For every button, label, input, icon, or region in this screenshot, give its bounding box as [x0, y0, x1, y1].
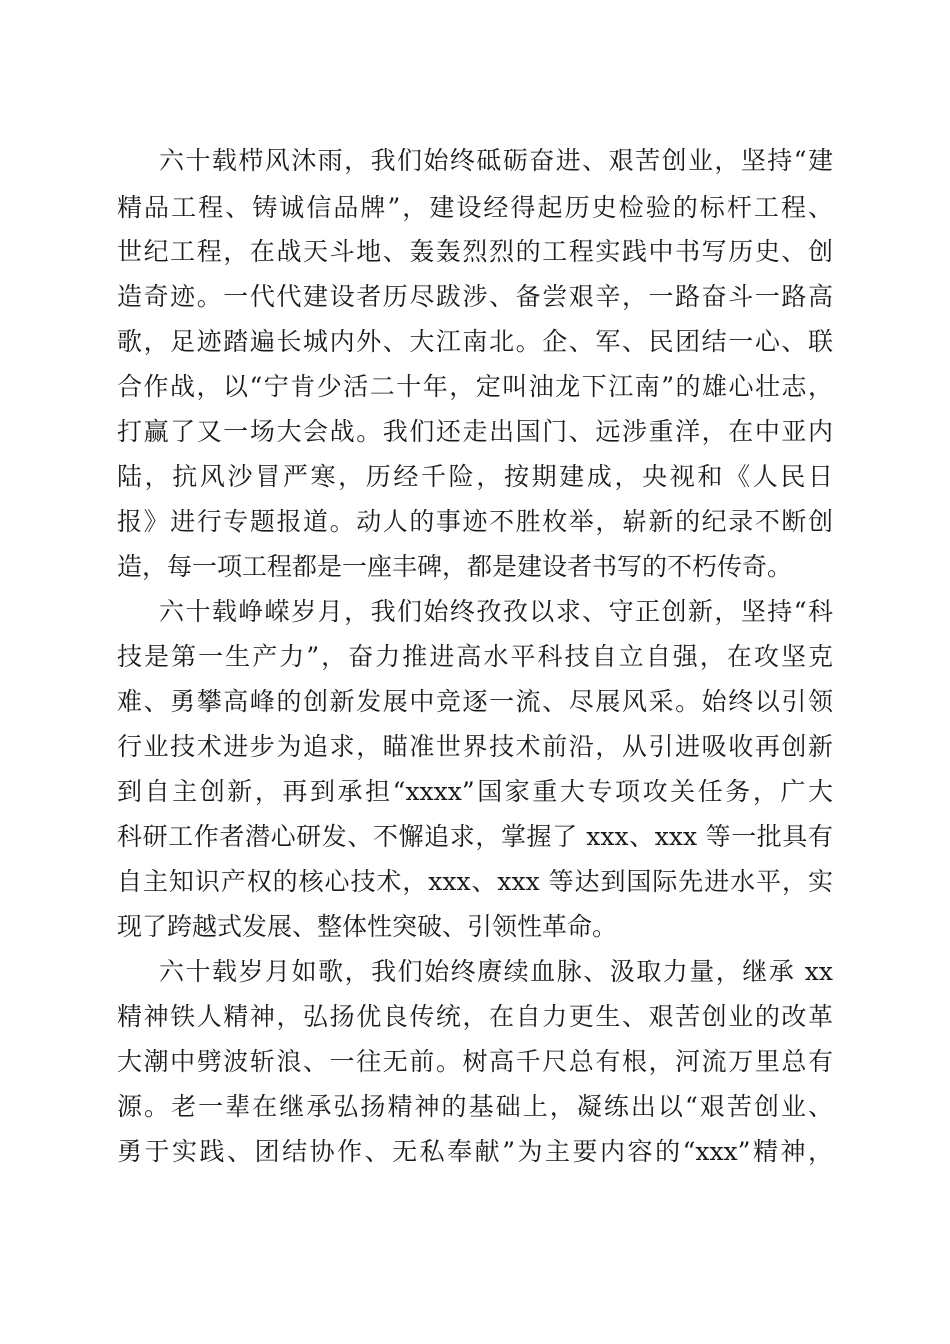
paragraph-1-line-3: 世纪工程，在战天斗地、轰轰烈烈的工程实践中书写历史、创 [117, 237, 833, 266]
paragraph-2-line-5: 到自主创新，再到承担“xxxx”国家重大专项攻关任务，广大 [117, 777, 833, 806]
paragraph-1-line-2: 精品工程、铸诚信品牌”，建设经得起历史检验的标杆工程、 [117, 193, 833, 222]
paragraph-3-line-5: 勇于实践、团结协作、无私奉献”为主要内容的“xxx”精神， [117, 1137, 833, 1166]
paragraph-2-line-6: 科研工作者潜心研发、不懈追求，掌握了 xxx、xxx 等一批具有 [117, 822, 833, 851]
paragraph-1-line-7: 打赢了又一场大会战。我们还走出国门、远涉重洋，在中亚内 [117, 417, 833, 446]
paragraph-2-line-1: 六十载峥嵘岁月，我们始终孜孜以求、守正创新，坚持“科 [159, 597, 833, 626]
paragraph-2-line-7: 自主知识产权的核心技术，xxx、xxx 等达到国际先进水平，实 [117, 867, 833, 896]
paragraph-1-line-6: 合作战，以“宁肯少活二十年，定叫油龙下江南”的雄心壮志， [117, 372, 833, 401]
paragraph-1-line-9: 报》进行专题报道。动人的事迹不胜枚举，崭新的纪录不断创 [117, 507, 833, 536]
paragraph-1-line-10: 造，每一项工程都是一座丰碑，都是建设者书写的不朽传奇。 [117, 552, 793, 581]
paragraph-1-line-8: 陆，抗风沙冒严寒，历经千险，按期建成，央视和《人民日 [117, 462, 833, 491]
paragraph-3-line-3: 大潮中劈波斩浪、一往无前。树高千尺总有根，河流万里总有 [117, 1047, 833, 1076]
paragraph-2-line-8: 现了跨越式发展、整体性突破、引领性革命。 [117, 912, 618, 941]
paragraph-2-line-3: 难、勇攀高峰的创新发展中竞逐一流、尽展风采。始终以引领 [117, 687, 833, 716]
paragraph-2-line-4: 行业技术进步为追求，瞄准世界技术前沿，从引进吸收再创新 [117, 732, 833, 761]
paragraph-1-line-4: 造奇迹。一代代建设者历尽跋涉、备尝艰辛，一路奋斗一路高 [117, 282, 833, 311]
paragraph-2-line-2: 技是第一生产力”，奋力推进高水平科技自立自强，在攻坚克 [117, 642, 833, 671]
paragraph-3-line-1: 六十载岁月如歌，我们始终赓续血脉、汲取力量，继承 xx [159, 957, 833, 986]
paragraph-1-line-1: 六十载栉风沐雨，我们始终砥砺奋进、艰苦创业，坚持“建 [159, 146, 833, 175]
paragraph-3-line-4: 源。老一辈在继承弘扬精神的基础上，凝练出以“艰苦创业、 [117, 1092, 833, 1121]
paragraph-3-line-2: 精神铁人精神，弘扬优良传统，在自力更生、艰苦创业的改革 [117, 1002, 833, 1031]
paragraph-1-line-5: 歌，足迹踏遍长城内外、大江南北。企、军、民团结一心、联 [117, 327, 833, 356]
